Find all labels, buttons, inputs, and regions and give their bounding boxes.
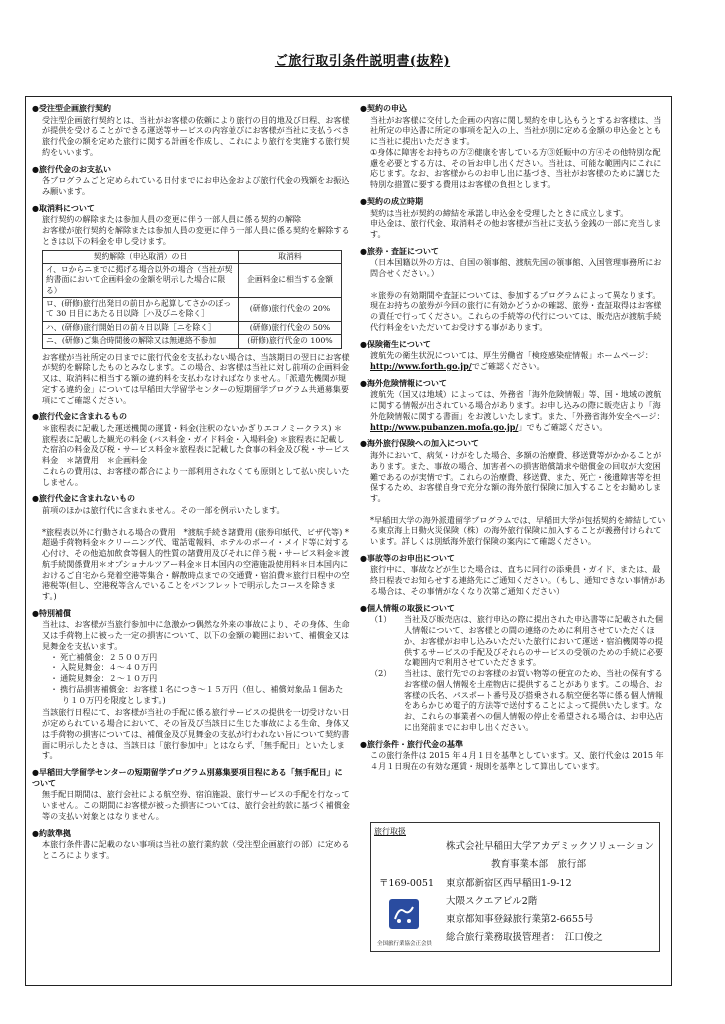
section-waseda-no-arrangement: ●早稲田大学留学センターの短期留学プログラム別募集要項目程にある「無手配日」について 無手配日期間は、旅行会社による航空券、宿泊施設、旅行サービスの手配を行なっていません。この期間にお客様が被った損害については、旅行会社約款に基づく補償金等の支払い対象とはなりません。 [32,768,350,821]
privacy-item: （2） 当社は、旅行先でのお客様のお買い物等の便宜のため、当社の保有するお客様の個人情報を土産物店に提供することがあります。この場合、お客様の氏名、パスポート番号及び搭乗される航空便名等に係る個人情報をあらかじめ電子的方法等で送付することによって提供いたします。なお、これらの事業者への個人情報の停止を希望される場合は、お申込店に出発前までにお申し出ください。 [370,668,664,732]
section-accident: ●事故等のお申出について 旅行中に、事故などが生じた場合は、直ちに同行の添乗員・ガイド、または、最終日程表でお知らせする連絡先にご通知ください。（もし、通知できない事情がある場合は、その事情がなくなり次第ご通知ください） [360,553,666,596]
section-application: ●契約の申込 当社がお客様に交付した企画の内容に関し契約を申し込もうとするお客様は、当社所定の申込書に所定の事項を記入の上、当社が別に定める金額の申込金とともに当社に提出いただきます。 ①身体に障害をお持ちの方②健康を害している方③妊娠中の方④その他特別な配慮を必要とする方は、その旨お申し出ください。当社は、可能な範囲内にこれに応じます。なお、お客様からのお申し出に基づき、当社がお客様のために講じた特別な措置に要する費用はお客様の負担とします。 [360,104,662,190]
forth-link[interactable]: http://www.forth.go.jp/ [370,361,472,371]
manager: 総合旅行業務取扱管理者： 江口俊之 [446,932,603,943]
association-label: 全国旅行業協会正会員 [377,941,433,947]
table-row: ニ、(研修)ご集合時間後の解除又は無連絡不参加 (研修)旅行代金の 100% [43,335,342,348]
company-header: 旅行取扱 [374,827,406,836]
table-row: イ、ロからニまでに掲げる場合以外の場合（当社が契約書面において企画料金の金額を明示した場合に限る） 企画料金に相当する金額 [43,263,342,297]
page-title: ご旅行取引条件説明書(抜粋) [274,54,451,69]
section-base-terms: ●旅行条件・旅行代金の基準 この旅行条件は 2015 年４月１日を基準としています。又、旅行代金は 2015 年４月１日現在の有効な運賃・規則を基準として算出しています。 [360,739,664,771]
section-compensation: ●特別補償 当社は、お客様が当旅行参加中に急激かつ偶然な外来の事故により、その身体、生命又は手荷物上に被った一定の損害について、以下の金額の範囲において、補償金又は見舞金を支払います。 ・ 死亡補償金：２５００万円 ・ 入院見舞金：４～４０万円 ・ 通院見舞金：２～１０万円 ・ 携行品損害補償金：お客様１名につき～１５万円（但し、補償対象品１個あたり１０万円を限度とします。) [32,609,350,706]
section-privacy: ●個人情報の取扱について （1） 当社及び販売店は、旅行申込の際に提出された申込書等に記載された個人情報について、お客様との間の連絡のために利用させていただくほか、お客様がお申し込みいただいた旅行において運送・宿泊機関等の提供するサービスの手配及びそれらのサービスの受領のための手続に必要な範囲内で利用させていただきます。 （2） 当社は、旅行先でのお客様のお買い物等の便宜のため、当社の保有するお客様の個人情報を土産物店に提供することがあります。この場合、お客様の氏名、パスポート番号及び搭乗される航空便名等に係る個人情報をあらかじめ電子的方法等で送付することによって提供いたします。なお、これらの事業者への個人情報の停止を希望される場合は、お申込店に出発前までにお申し出ください。 [360,604,666,733]
table-row: ハ、(研修)旅行開始日の前々日以降［ニを除く］ (研修)旅行代金の 50% [43,321,342,334]
section-health: ●保険衛生について 渡航先の衛生状況については、厚生労働省「検疫感染症情報」ホームページ：http://www.forth.go.jp/でご確認ください。 [360,339,653,371]
section-included: ●旅行代金に含まれるもの ＊旅程表に記載した運送機関の運賃・料金(注釈のないかぎりエコノミークラス) ＊旅程表に記載した観光の料金 (バス料金・ガイド料金・入場料金) ＊旅程表に記載した宿泊の料金及び税・サービス料金＊旅程表に記載した食事の料金及び税・サービス料金 ＊諸費用 ＊企画料金 これらの費用は、お客様の都合により一部利用されなくても原則として払い戻しいたしません。 [32,412,350,487]
company-name: 株式会社早稲田大学アカデミックソリューション [446,841,655,852]
list-item: ・ 死亡補償金：２５００万円 [62,652,350,663]
section-nonpayment: お客様が当社所定の日までに旅行代金を支払わない場合は、当該期日の翌日にお客様が契約を解除したものとみなします。この場合、お客様は当社に対し前項の企画料金又は、取消料に相当する額の違約料を支払わなければなりません。「派遣先機関が規定する違約金」については早稲田大学留学センターの短期留学プログラム共通募集要項にてご確認ください。 [42,351,350,405]
association-logo-icon [389,899,419,929]
section-contract: ●受注型企画旅行契約 受注型企画旅行契約とは、当社がお客様の依頼により旅行の目的地及び日程、お客様が提供を受けることができる運送等サービスの内容並びにお客様が当社に支払うべき旅行代金の額を定めた旅行に関する計画を作成し、これにより旅行を実施する旅行契約をいいます。 [32,104,350,157]
section-payment: ●旅行代金のお支払い 各プログラムごと定められている日付までにお申込金および旅行代金の残額をお振込み願います。 [32,164,350,196]
registration-number: 東京都知事登録旅行業第2-6655号 [446,914,594,925]
section-danger-info: ●海外危険情報について 渡航先（国又は地域）によっては、外務省「海外危険情報」等、国・地域の渡航に関する情報が出されている場合があります。お申し込みの際に販売店より「海外危険情報に関する書面」をお渡しいたします。また、「外務省海外安全ページ：http://www.pubanzen.mofa.go.jp/」でもご確認ください。 [360,378,665,432]
table-row: ロ、(研修)旅行出発日の前日から起算してさかのぼって 30 日目にあたる日以降［ハ及びニを除く］ (研修)旅行代金の 20% [43,298,342,322]
list-item: ・ 通院見舞金：２～１０万円 [62,673,350,684]
company-dept: 教育事業本部 旅行部 [491,859,587,870]
mofa-link[interactable]: http://www.pubanzen.mofa.go.jp/ [370,421,519,432]
list-item: ・ 入院見舞金：４～４０万円 [62,662,350,673]
list-item: ・ 携行品損害補償金：お客様１名につき～１５万円（但し、補償対象品１個あたり１０万円を限度とします。) [62,684,350,706]
section-insurance: ●海外旅行保険への加入について 海外において、病気・けがをした場合、多額の治療費、移送費等がかかることがあります。また、事故の場合、加害者への損害賠償請求や賠償金の回収が大変困難であるのが実情です。これらの治療費、移送費、また、死亡・後遺障害等を担保するため、お客様自身で充分な額の海外旅行保険に加入することをお勧めします。 *早稲田大学の海外派遣留学プログラムでは、早稲田大学が包括契約を締結している東京海上日動火災保険（株）の海外旅行保険に加入することが義務付けられています。詳しくは別紙海外旅行保険の案内にて確認ください。 [360,439,666,546]
section-no-arrangement-day: 当該旅行日程にて、お客様が当社の手配に係る旅行サービスの提供を一切受けない日が定められている場合において、その旨及び当該日に生じた事故による生命、身体又は手荷物の損害については、補償金及び見舞金の支払が行われない旨について契約書面に明示したときは、当該日は「旅行参加中」とはならず、「無手配日」といたします。 [42,707,350,761]
address-line-1: 東京都新宿区西早稲田1-9-12 [446,878,572,889]
section-passport-visa: ●旅券・査証について （日本国籍以外の方は、自国の領事館、渡航先国の領事館、入国管理事務所にお問合せください。） ＊旅券の有効期間や査証については、参加するプログラムによって異なります。現在お持ちの旅券が今回の旅行に有効かどうかの確認、旅券・査証取得はお客様の責任で行ってください。これらの手続等の代行については、販売店が渡航手続代行料金をいただいてお受けする事があります。 [360,246,662,332]
section-terms-basis: ●約款準拠 本旅行条件書に記載のない事項は当社の旅行業約款（受注型企画旅行の部）に定めるところによります。 [32,828,350,860]
section-contract-formation: ●契約の成立時期 契約は当社が契約の締結を承諾し申込金を受理したときに成立します。 申込金は、旅行代金、取消料その他お客様が当社に支払う金銭の一部に充当します。 [360,196,662,239]
section-not-included: ●旅行代金に含まれないもの 前項のほかは旅行代に含まれません。その一部を例示いたします。 *旅程表以外に行動される場合の費用 *渡航手続き諸費用 (旅券印紙代、ビザ代等) *超過手荷物料金＊クリーニング代、電話電報料、ホテルのボーイ・メイド等に対する心付け、その他追加飲食等個人的性質の諸費用及びそれに伴う税・サービス料金＊渡航手続関係費用＊オプショナルツアー料金＊日本国内の空港施設使用料＊日本国内におけるご自宅から発着空港等集合・解散時点までの交通費・宿泊費＊旅行日程中の空港税等(但し、空港税等含んでいることをパンフレットで明示したコースを除きます。) [32,494,350,601]
left-column [32,104,350,980]
compensation-list [32,652,350,706]
privacy-item: （1） 当社及び販売店は、旅行申込の際に提出された申込書等に記載された個人情報について、お客様との間の連絡のために利用させていただくほか、お客様がお申し込みいただいた旅行において運送・宿泊機関等の提供するサービスの手配及びそれらのサービスの受領のための手続に必要な範囲内で利用させていただきます。 [370,614,664,668]
postal-code: 〒169-0051 [379,878,435,889]
cancel-fee-table: 契約解除（申込取消）の日 取消料 イ、ロからニまでに掲げる場合以外の場合（当社が契約書面において企画料金の金額を明示した場合に限る） 企画料金に相当する金額 ロ、(研修)旅行出発日の前日から起算してさかのぼって 30 日目にあたる日以降［ハ及びニを除く］ (研修)旅行代金の 20% ハ、(研修)旅行開始日の前々日以降［ニを除く］ (研修)旅行代金の 50% ニ、(研修)ご集合時間後の解除又は無連絡不参加 (研修)旅行代金の 100% [42,250,342,349]
section-cancel-fee: ●取消料について 旅行契約の解除または参加人員の変更に伴う一部人員に係る契約の解除 お客様が旅行契約を解除または参加人員の変更に伴う一部人員に係る契約を解除するときは以下の料金を申し受けます。 [32,203,350,246]
company-box [370,822,660,952]
address-line-2: 大隈スクエアビル2階 [446,896,538,907]
